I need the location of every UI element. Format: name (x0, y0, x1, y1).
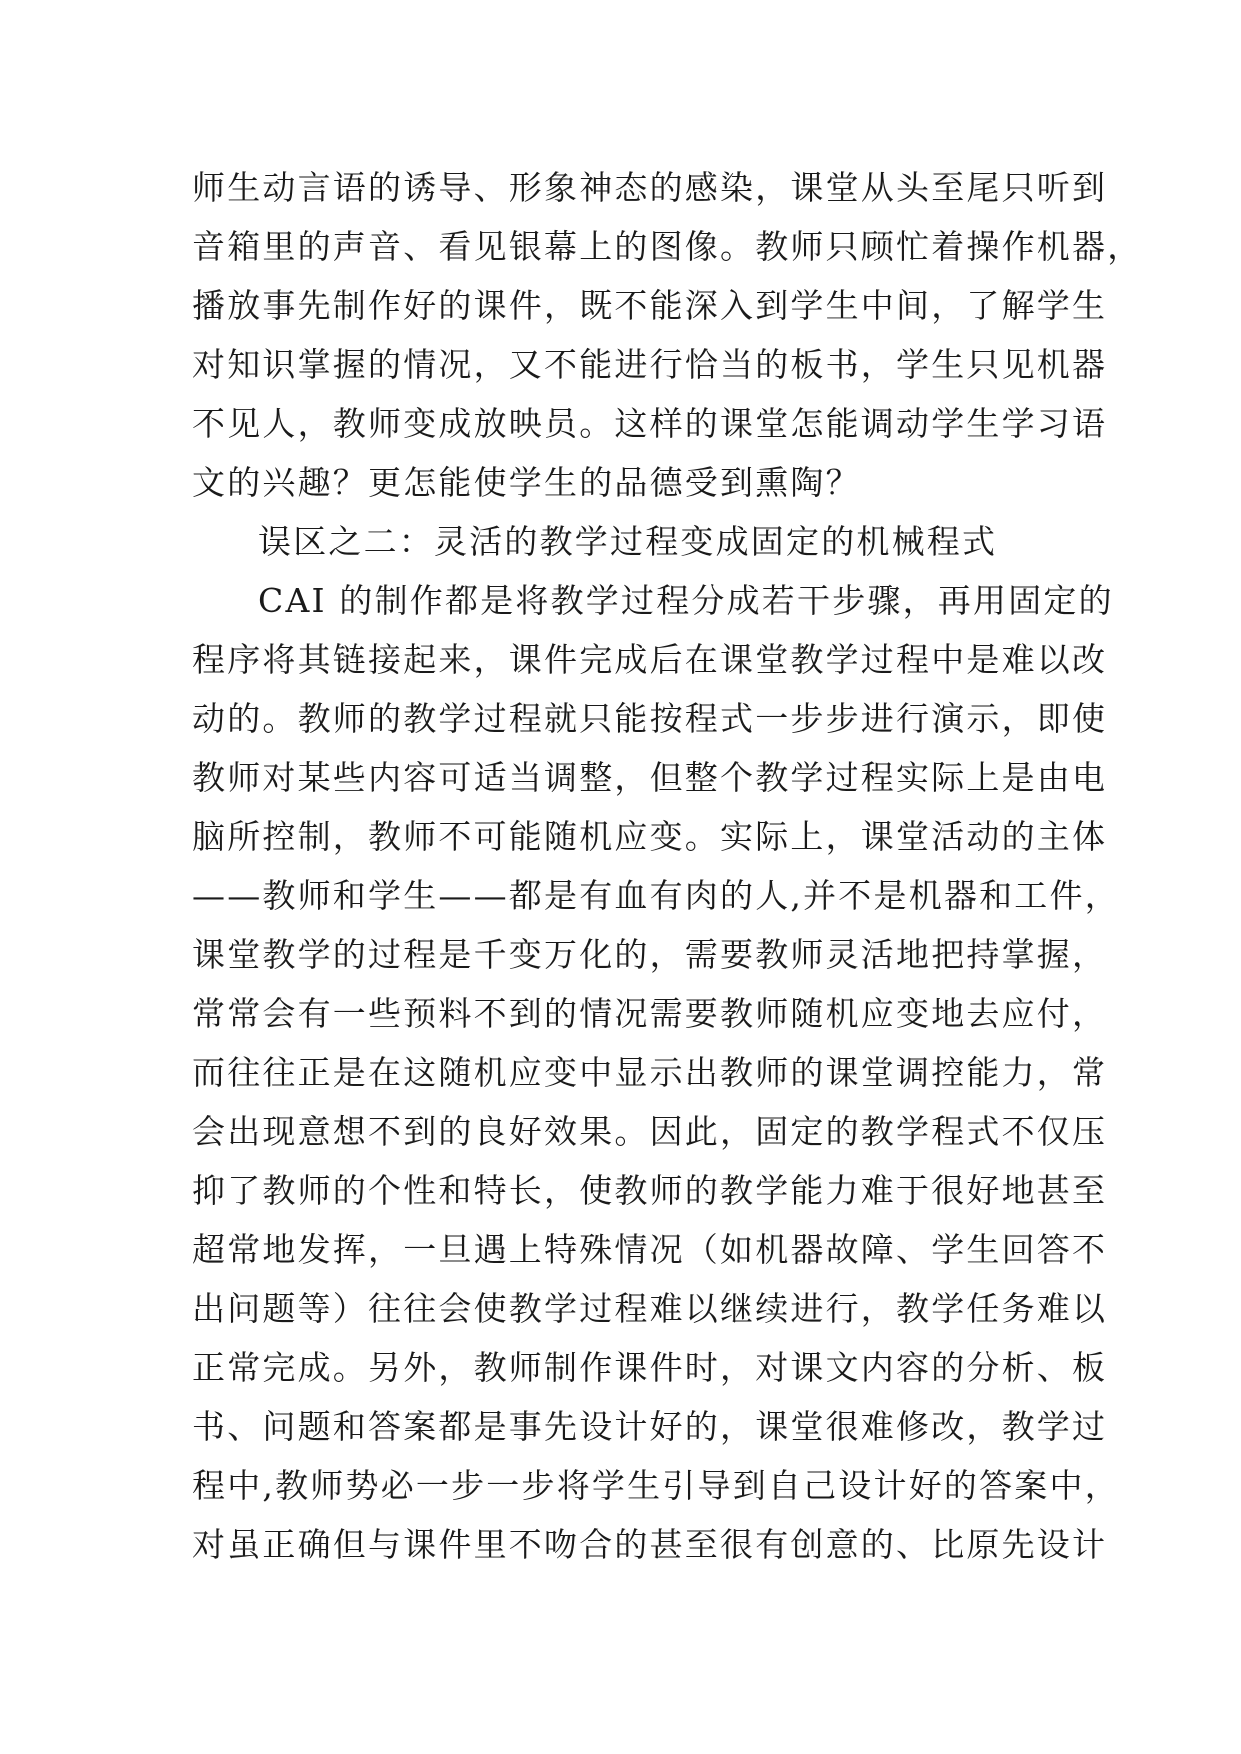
paragraph-first-line: CAI 的制作都是将教学过程分成若干步骤，再用固定的 (258, 581, 1114, 620)
body-text (192, 158, 1143, 1574)
text-line: 文的兴趣？更怎能使学生的品德受到熏陶？ (192, 463, 861, 502)
text-line: 书、问题和答案都是事先设计好的，课堂很难修改，教学过 (192, 1407, 1108, 1446)
text-line: 播放事先制作好的课件，既不能深入到学生中间，了解学生 (192, 286, 1108, 325)
text-line: 动的。教师的教学过程就只能按程式一步步进行演示，即使 (192, 699, 1108, 738)
text-line: 对知识掌握的情况，又不能进行恰当的板书，学生只见机器 (192, 345, 1108, 384)
text-line: 正常完成。另外，教师制作课件时，对课文内容的分析、板 (192, 1348, 1108, 1387)
text-line: 音箱里的声音、看见银幕上的图像。教师只顾忙着操作机器， (192, 227, 1143, 266)
section-heading: 误区之二：灵活的教学过程变成固定的机械程式 (258, 522, 998, 561)
text-line: 脑所控制，教师不可能随机应变。实际上，课堂活动的主体 (192, 817, 1108, 856)
text-line: 课堂教学的过程是千变万化的，需要教师灵活地把持掌握， (192, 935, 1108, 974)
text-line: 程序将其链接起来，课件完成后在课堂教学过程中是难以改 (192, 640, 1108, 679)
text-line: 出问题等）往往会使教学过程难以继续进行，教学任务难以 (192, 1289, 1108, 1328)
text-line: 程中,教师势必一步一步将学生引导到自己设计好的答案中， (192, 1466, 1120, 1505)
text-line: ——教师和学生——都是有血有肉的人,并不是机器和工件， (192, 876, 1120, 915)
text-line: 超常地发挥，一旦遇上特殊情况（如机器故障、学生回答不 (192, 1230, 1108, 1269)
text-line: 常常会有一些预料不到的情况需要教师随机应变地去应付， (192, 994, 1108, 1033)
text-line: 教师对某些内容可适当调整，但整个教学过程实际上是由电 (192, 758, 1108, 797)
text-line: 抑了教师的个性和特长，使教师的教学能力难于很好地甚至 (192, 1171, 1108, 1210)
text-line: 而往往正是在这随机应变中显示出教师的课堂调控能力，常 (192, 1053, 1108, 1092)
text-line: 对虽正确但与课件里不吻合的甚至很有创意的、比原先设计 (192, 1525, 1108, 1564)
text-line: 会出现意想不到的良好效果。因此，固定的教学程式不仅压 (192, 1112, 1108, 1151)
text-line: 师生动言语的诱导、形象神态的感染，课堂从头至尾只听到 (192, 168, 1108, 207)
text-line: 不见人，教师变成放映员。这样的课堂怎能调动学生学习语 (192, 404, 1108, 443)
